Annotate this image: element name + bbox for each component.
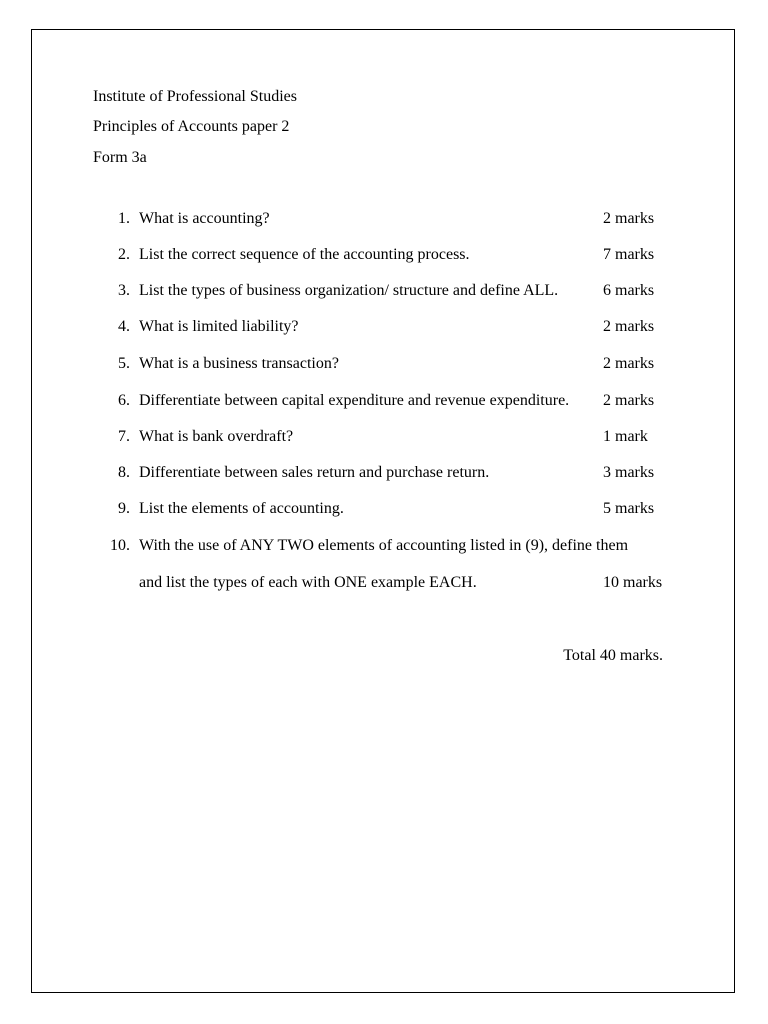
question-marks: 6 marks: [603, 282, 655, 299]
question-number: 3.: [118, 282, 130, 299]
question-item-4: [0, 317, 768, 337]
paper-title: Principles of Accounts paper 2: [93, 118, 290, 135]
question-marks: 7 marks: [603, 246, 655, 263]
question-marks: 2 marks: [603, 210, 655, 227]
question-item-8: [0, 463, 768, 483]
question-number: 6.: [118, 392, 130, 409]
question-text: List the types of business organization/ structure and define ALL.: [139, 282, 559, 299]
question-text: What is a business transaction?: [139, 355, 339, 372]
question-text: Differentiate between sales return and purchase return.: [139, 464, 490, 481]
question-item-2: [0, 245, 768, 265]
question-item-10: [0, 536, 768, 556]
institution-name: Institute of Professional Studies: [93, 88, 297, 105]
total-marks: Total 40 marks.: [563, 647, 663, 664]
question-marks: 10 marks: [603, 574, 663, 591]
question-text-line-2: and list the types of each with ONE example EACH.: [139, 574, 477, 591]
question-item-5: [0, 354, 768, 374]
question-number: 7.: [118, 428, 130, 445]
question-item-7: [0, 427, 768, 447]
question-marks: 2 marks: [603, 355, 655, 372]
question-item-10-continued: [0, 573, 768, 593]
question-text: What is bank overdraft?: [139, 428, 294, 445]
question-text-line-1: With the use of ANY TWO elements of accounting listed in (9), define them: [139, 537, 629, 554]
question-text: What is limited liability?: [139, 318, 299, 335]
question-item-3: [0, 281, 768, 301]
question-item-9: [0, 499, 768, 519]
question-number: 2.: [118, 246, 130, 263]
question-number: 10.: [110, 537, 130, 554]
question-marks: 2 marks: [603, 392, 655, 409]
question-marks: 2 marks: [603, 318, 655, 335]
question-item-6: [0, 391, 768, 411]
question-marks: 5 marks: [603, 500, 655, 517]
question-text: Differentiate between capital expenditure and revenue expenditure.: [139, 392, 570, 409]
question-text: What is accounting?: [139, 210, 270, 227]
question-marks: 3 marks: [603, 464, 655, 481]
question-item-1: [0, 209, 768, 229]
question-number: 9.: [118, 500, 130, 517]
question-number: 1.: [118, 210, 130, 227]
question-number: 5.: [118, 355, 130, 372]
question-text: List the correct sequence of the accounting process.: [139, 246, 470, 263]
question-marks: 1 mark: [603, 428, 648, 445]
question-number: 8.: [118, 464, 130, 481]
question-text: List the elements of accounting.: [139, 500, 344, 517]
form-label: Form 3a: [93, 149, 147, 166]
question-number: 4.: [118, 318, 130, 335]
